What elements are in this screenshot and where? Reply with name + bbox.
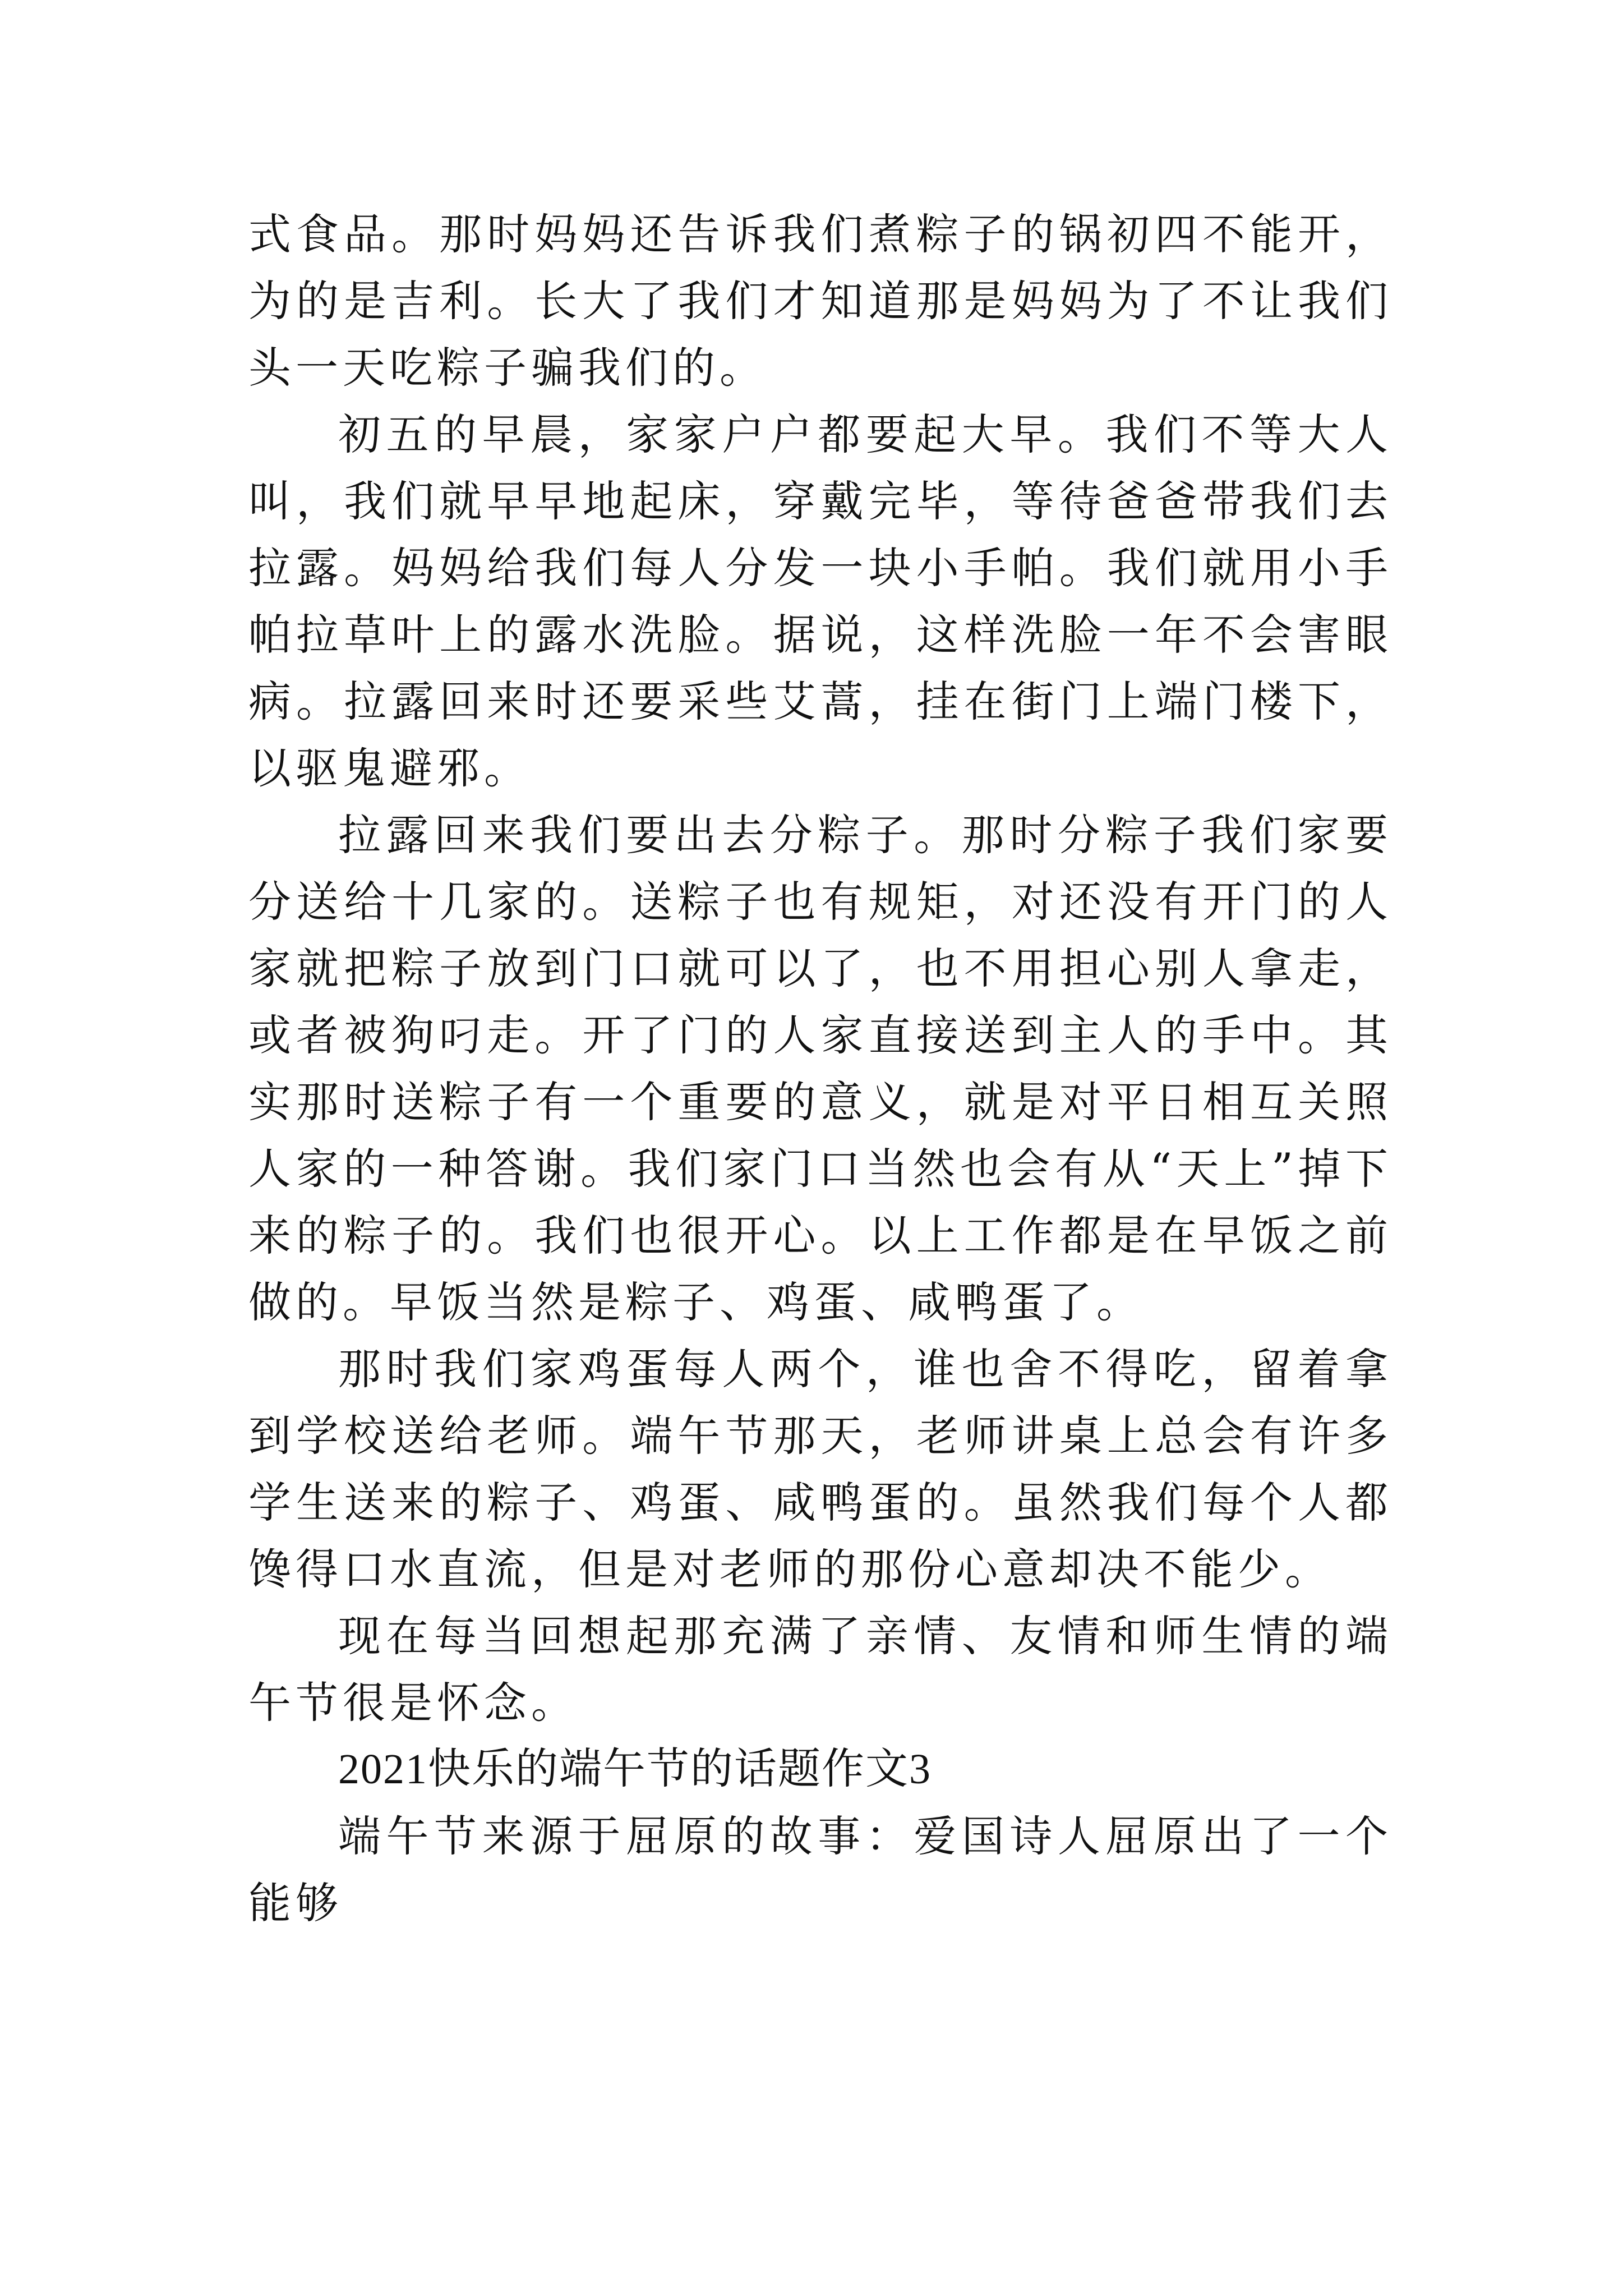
paragraph-morning-dew: 初五的早晨，家家户户都要起大早。我们不等大人叫，我们就早早地起床，穿戴完毕，等待爸爸带我们去拉露。妈妈给我们每人分发一块小手帕。我们就用小手帕拉草叶上的露水洗脸。据说，这样洗脸一年不会害眼病。拉露回来时还要采些艾蒿，挂在街门上端门楼下，以驱鬼避邪。 bbox=[248, 409, 1393, 793]
document-body bbox=[248, 201, 1393, 1936]
essay-heading: 2021快乐的端午节的话题作文3 bbox=[338, 1746, 932, 1793]
paragraph-continuation: 式食品。那时妈妈还告诉我们煮粽子的锅初四不能开，为的是吉利。长大了我们才知道那是妈妈为了不让我们头一天吃粽子骗我们的。 bbox=[248, 209, 1393, 393]
paragraph-qu-yuan: 端午节来源于屈原的故事：爱国诗人屈原出了一个能够 bbox=[248, 1811, 1393, 1928]
paragraph-sharing-zongzi: 拉露回来我们要出去分粽子。那时分粽子我们家要分送给十几家的。送粽子也有规矩，对还没有开门的人家就把粽子放到门口就可以了，也不用担心别人拿走，或者被狗叼走。开了门的人家直接送到主人的手中。其实那时送粽子有一个重要的意义，就是对平日相互关照人家的一种答谢。我们家门口当然也会有从“天上”掉下来的粽子的。我们也很开心。以上工作都是在早饭之前做的。早饭当然是粽子、鸡蛋、咸鸭蛋了。 bbox=[248, 810, 1393, 1327]
paragraph-nostalgia: 现在每当回想起那充满了亲情、友情和师生情的端午节很是怀念。 bbox=[248, 1611, 1393, 1728]
paragraph-eggs-for-teacher: 那时我们家鸡蛋每人两个，谁也舍不得吃，留着拿到学校送给老师。端午节那天，老师讲桌上总会有许多学生送来的粽子、鸡蛋、咸鸭蛋的。虽然我们每个人都馋得口水直流，但是对老师的那份心意却决不能少。 bbox=[248, 1344, 1393, 1594]
